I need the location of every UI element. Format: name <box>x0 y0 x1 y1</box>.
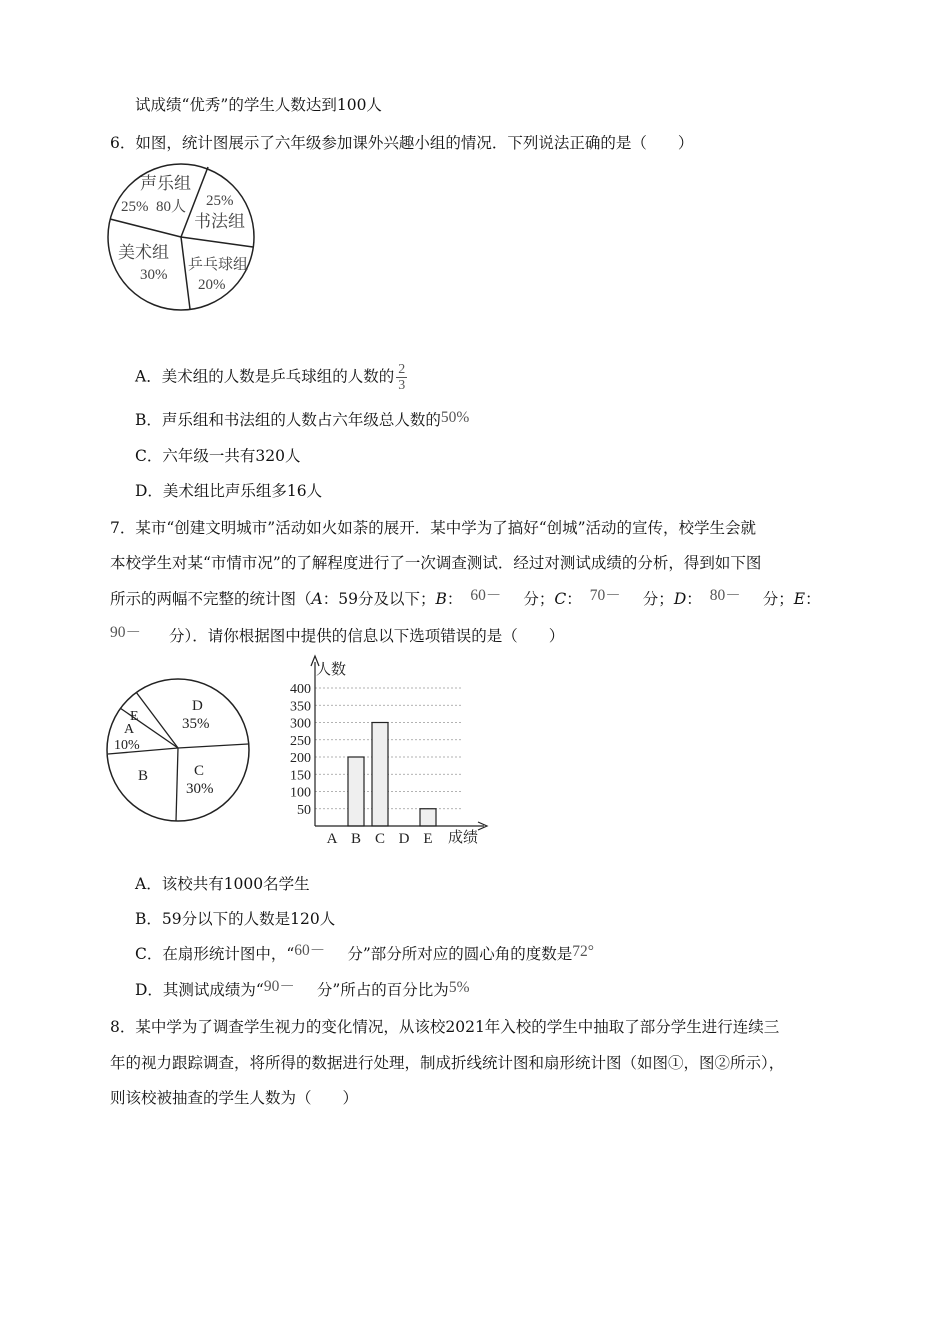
q7-line-2: 本校学生对某“市情市况”的了解程度进行了一次调查测试．经过对测试成绩的分析，得到如下图 <box>110 554 762 572</box>
q7-pie-label-e: E <box>130 709 139 724</box>
q7-bar-ytick-100: 100 <box>290 785 311 801</box>
q7-bar-chart <box>270 652 490 852</box>
q7-grade-d-range: 80－ <box>709 587 741 604</box>
q7-bar-B <box>348 757 364 826</box>
q7-line-3 <box>110 589 821 610</box>
q7-option-a: A．该校共有1000名学生 <box>135 875 310 893</box>
q7-bar-category-B: B <box>350 831 362 847</box>
q7-bar-ytick-300: 300 <box>290 716 311 732</box>
q7-option-d-text: D．其测试成绩为“ <box>135 981 264 999</box>
q7-grade-b-label: B <box>435 590 447 608</box>
q7-bar-ytick-400: 400 <box>290 682 311 697</box>
q6-label-vocal-pct: 25% <box>121 199 149 215</box>
q6-divider-art-vocal <box>110 219 181 237</box>
q7-option-c-range: 60－ <box>294 942 326 959</box>
q7-option-d <box>135 980 469 1001</box>
q7-grade-d-unit: 分； <box>762 590 794 608</box>
q7-grade-e-range: 90－ <box>110 624 142 641</box>
q6-label-art-pct: 30% <box>140 267 168 283</box>
q7-bar-category-D: D <box>398 831 410 847</box>
q7-grade-b-range: 60－ <box>470 587 502 604</box>
q7-option-c <box>135 944 594 965</box>
q6-label-calli-name: 书法组 <box>194 212 245 231</box>
q7-bar-ytick-200: 200 <box>290 751 311 766</box>
q7-bar-x-label: 成绩 <box>448 830 479 846</box>
q7-grade-c-label: C <box>554 590 567 608</box>
q6-option-a-fraction <box>396 362 407 393</box>
q7-divider-d-c <box>178 744 248 748</box>
q7-grade-d-label: D <box>673 590 687 608</box>
q7-pie-label-d: D <box>192 698 203 714</box>
q7-bar-E <box>420 809 436 826</box>
q7-pie-label-a: A <box>124 722 135 737</box>
q7-line-4 <box>110 626 564 647</box>
q7-grade-d-colon: ： <box>686 590 702 608</box>
q6-option-a-numerator: 2 <box>398 362 406 377</box>
q6-option-a-denominator: 3 <box>398 378 406 393</box>
q7-pie-label-a-pct: 10% <box>114 738 140 753</box>
q6-label-vocal-name: 声乐组 <box>140 174 191 193</box>
q7-bar-ytick-350: 350 <box>290 699 311 715</box>
q6-option-c: C．六年级一共有320人 <box>135 447 301 465</box>
q7-option-c-rest: 分”部分所对应的圆心角的度数是 <box>347 945 573 963</box>
q6-divider-pingpong-art <box>181 237 190 309</box>
q7-option-c-text: C．在扇形统计图中，“ <box>135 945 295 963</box>
q7-line-4-rest: 分）．请你根据图中提供的信息以下选项错误的是（ ） <box>169 627 565 645</box>
q6-stem: 6．如图，统计图展示了六年级参加课外兴趣小组的情况．下列说法正确的是（ ） <box>110 134 694 152</box>
q7-bar-category-E: E <box>423 831 433 847</box>
q7-bar-category-A: A <box>326 831 338 847</box>
q6-label-pingpong-name: 乒乓球组 <box>188 257 249 273</box>
q8-line-2: 年的视力跟踪调查，将所得的数据进行处理，制成折线统计图和扇形统计图（如图①，图②所示）， <box>110 1054 785 1072</box>
q6-label-art-name: 美术组 <box>118 243 169 262</box>
q7-bar-ytick-50: 50 <box>297 802 311 818</box>
q7-grade-e-label: E <box>793 590 806 608</box>
q6-divider-calli-pingpong <box>181 237 253 247</box>
q8-line-1: 8．某中学为了调查学生视力的变化情况，从该校2021年入校的学生中抽取了部分学生进行连续三 <box>110 1018 780 1036</box>
q7-grade-c-range: 70－ <box>589 587 621 604</box>
q6-label-vocal-count: 80人 <box>156 199 187 215</box>
q7-bar-category-C: C <box>374 831 386 847</box>
q7-pie-label-d-pct: 35% <box>182 716 210 732</box>
q7-grade-e-colon: ： <box>805 590 821 608</box>
q7-line-1: 7．某市“创建文明城市”活动如火如荼的展开．某中学为了搞好“创城”活动的宣传，校学生会就 <box>110 519 757 537</box>
q6-option-b-value: 50% <box>440 409 470 426</box>
q7-pie-label-c-pct: 30% <box>186 781 214 797</box>
q6-option-a-text: A．美术组的人数是乒乓球组的人数的 <box>135 367 395 386</box>
q7-option-d-value: 5% <box>448 979 470 996</box>
q6-label-calli-pct: 25% <box>206 193 234 209</box>
q7-grade-c-unit: 分； <box>642 590 674 608</box>
q6-option-b <box>135 410 469 431</box>
q7-option-b: B．59分以下的人数是120人 <box>135 910 336 928</box>
q7-grade-a-label: A <box>311 590 323 608</box>
q7-grade-c-colon: ： <box>566 590 582 608</box>
q7-line-3-start: 所示的两幅不完整的统计图（ <box>110 590 312 608</box>
q7-option-d-rest: 分”所占的百分比为 <box>316 981 449 999</box>
q6-pie-chart <box>108 163 258 313</box>
q7-pie-label-b: B <box>138 768 149 784</box>
q7-pie-chart <box>106 678 252 824</box>
q7-bar-y-label: 人数 <box>316 662 347 678</box>
q7-bar-C <box>372 723 388 827</box>
top-line: 试成绩“优秀”的学生人数达到100人 <box>135 96 382 114</box>
q7-option-d-range: 90－ <box>263 978 295 995</box>
q7-bar-ytick-250: 250 <box>290 733 311 749</box>
q6-label-pingpong-pct: 20% <box>198 277 226 293</box>
q7-pie-label-c: C <box>194 763 205 779</box>
q6-option-b-text: B．声乐组和书法组的人数占六年级总人数的 <box>135 411 441 429</box>
q7-divider-e-d <box>136 692 178 748</box>
q6-option-d: D．美术组比声乐组多16人 <box>135 482 323 500</box>
q8-line-3: 则该校被抽查的学生人数为（ ） <box>110 1089 359 1107</box>
q7-option-c-value: 72° <box>572 943 594 960</box>
q7-bar-ytick-150: 150 <box>290 768 311 784</box>
q6-option-a <box>135 362 407 393</box>
q7-grade-b-unit: 分； <box>523 590 555 608</box>
q7-grade-b-colon: ： <box>446 590 463 608</box>
q7-divider-c-b <box>176 748 178 821</box>
q7-grade-a-text: ：59分及以下； <box>322 590 436 608</box>
